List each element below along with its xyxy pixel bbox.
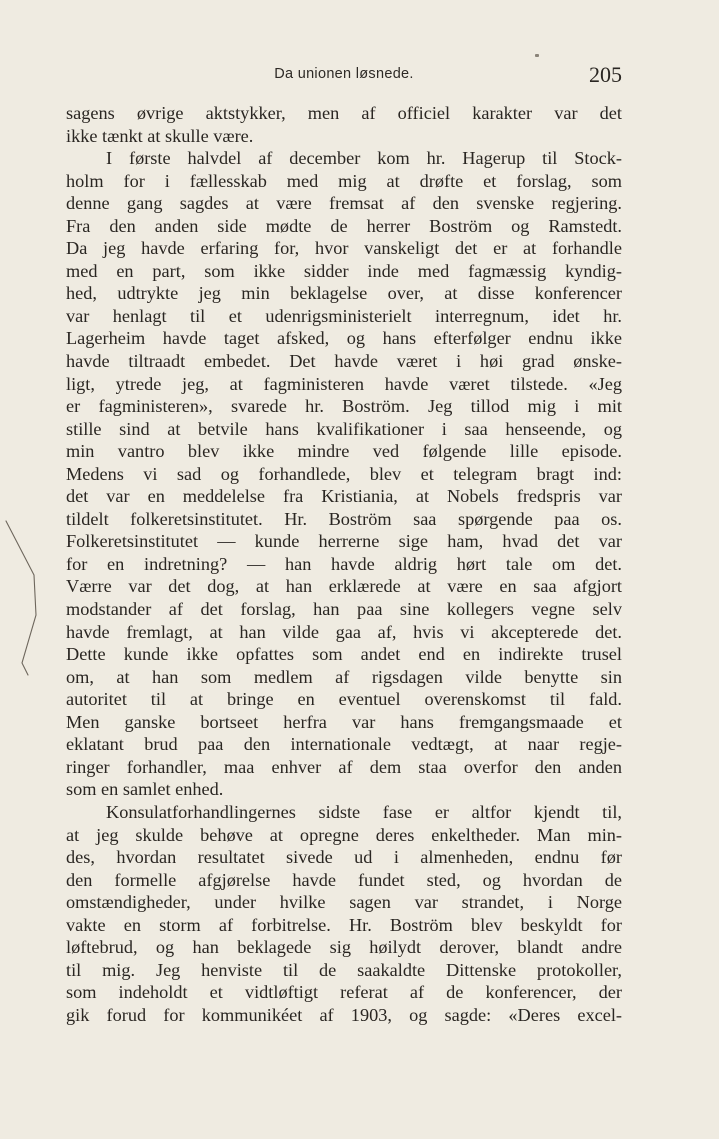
text-line: gik forud for kommunikéet af 1903, og sagde: «Deres excel- [66, 1004, 622, 1025]
text-line: min vantro blev ikke mindre ved følgende lille episode. [66, 441, 622, 462]
text-line: som en samlet enhed. [66, 779, 224, 800]
text-line: for en indretning? — han havde aldrig hørt tale om det. [66, 553, 622, 574]
page-number: 205 [589, 62, 622, 87]
body-text [66, 102, 622, 1026]
text-line: er fagministeren», svarede hr. Boström. Jeg tillod mig i mit [66, 396, 622, 417]
text-line: ligt, ytrede jeg, at fagministeren havde været tilstede. «Jeg [66, 373, 622, 394]
text-line: vakte en storm af forbitrelse. Hr. Boström blev beskyldt for [66, 914, 622, 935]
text-line: modstander af det forslag, han paa sine kollegers vegne selv [66, 599, 622, 620]
text-line: Værre var det dog, at han erklærede at være en saa afgjort [66, 576, 622, 597]
text-line: ikke tænkt at skulle være. [66, 125, 254, 146]
text-line: omstændigheder, under hvilke sagen var strandet, i Norge [66, 892, 622, 913]
text-line: I første halvdel af december kom hr. Hagerup til Stock- [106, 148, 622, 169]
text-line: var henlagt til et udenrigsministerielt interregnum, idet hr. [66, 305, 622, 326]
text-line: Dette kunde ikke opfattes som andet end en indirekte trusel [66, 644, 622, 665]
text-line: Lagerheim havde taget afsked, og hans efterfølger endnu ikke [66, 328, 622, 349]
text-line: tildelt folkeretsinstitutet. Hr. Boström saa spørgende paa os. [66, 508, 622, 529]
page-header [66, 62, 622, 92]
ink-speck [535, 54, 539, 57]
text-line: holm for i fællesskab med mig at drøfte et forslag, som [66, 170, 622, 191]
text-line: hed, udtrykte jeg min beklagelse over, at disse konferencer [66, 283, 622, 304]
running-title: Da unionen løsnede. [274, 66, 414, 82]
text-line: denne gang sagdes at være fremsat af den svenske regjering. [66, 193, 622, 214]
text-line: løftebrud, og han beklagede sig høilydt derover, blandt andre [66, 937, 622, 958]
text-line: Konsulatforhandlingernes sidste fase er altfor kjendt til, [106, 801, 622, 822]
text-line: den formelle afgjørelse havde fundet sted, og hvordan de [66, 869, 622, 890]
text-line: at jeg skulde behøve at opregne deres enkeltheder. Man min- [66, 824, 622, 845]
text-line: ringer forhandler, maa enhver af dem staa overfor den anden [66, 756, 622, 777]
text-line: des, hvordan resultatet sivede ud i almenheden, endnu før [66, 847, 622, 868]
text-line: eklatant brud paa den internationale vedtægt, at naar regje- [66, 734, 622, 755]
text-line: til mig. Jeg henviste til de saakaldte Dittenske protokoller, [66, 959, 622, 980]
text-line: havde tiltraadt embedet. Det havde været i høi grad ønske- [66, 351, 622, 372]
text-line: som indeholdt et vidtløftigt referat af de konferencer, der [66, 982, 622, 1003]
text-line: Men ganske bortseet herfra var hans fremgangsmaade et [66, 711, 622, 732]
text-line: stille sind at betvile hans kvalifikationer i saa henseende, og [66, 418, 622, 439]
text-line: Folkeretsinstitutet — kunde herrerne sige ham, hvad det var [66, 531, 622, 552]
margin-pencil-mark [0, 515, 60, 685]
text-line: Fra den anden side mødte de herrer Boström og Ramstedt. [66, 215, 622, 236]
text-line: Da jeg havde erfaring for, hvor vanskeligt det er at forhandle [66, 238, 622, 259]
text-line: autoritet til at bringe en eventuel overenskomst til fald. [66, 689, 622, 710]
text-line: det var en meddelelse fra Kristiania, at Nobels fredspris var [66, 486, 622, 507]
text-line: Medens vi sad og forhandlede, blev et telegram bragt ind: [66, 463, 622, 484]
text-line: med en part, som ikke sidder inde med fagmæssig kyndig- [66, 260, 622, 281]
text-line: om, at han som medlem af rigsdagen vilde benytte sin [66, 666, 622, 687]
text-line: sagens øvrige aktstykker, men af officiel karakter var det [66, 103, 622, 123]
text-line: havde fremlagt, at han vilde gaa af, hvis vi akcepterede det. [66, 621, 622, 642]
